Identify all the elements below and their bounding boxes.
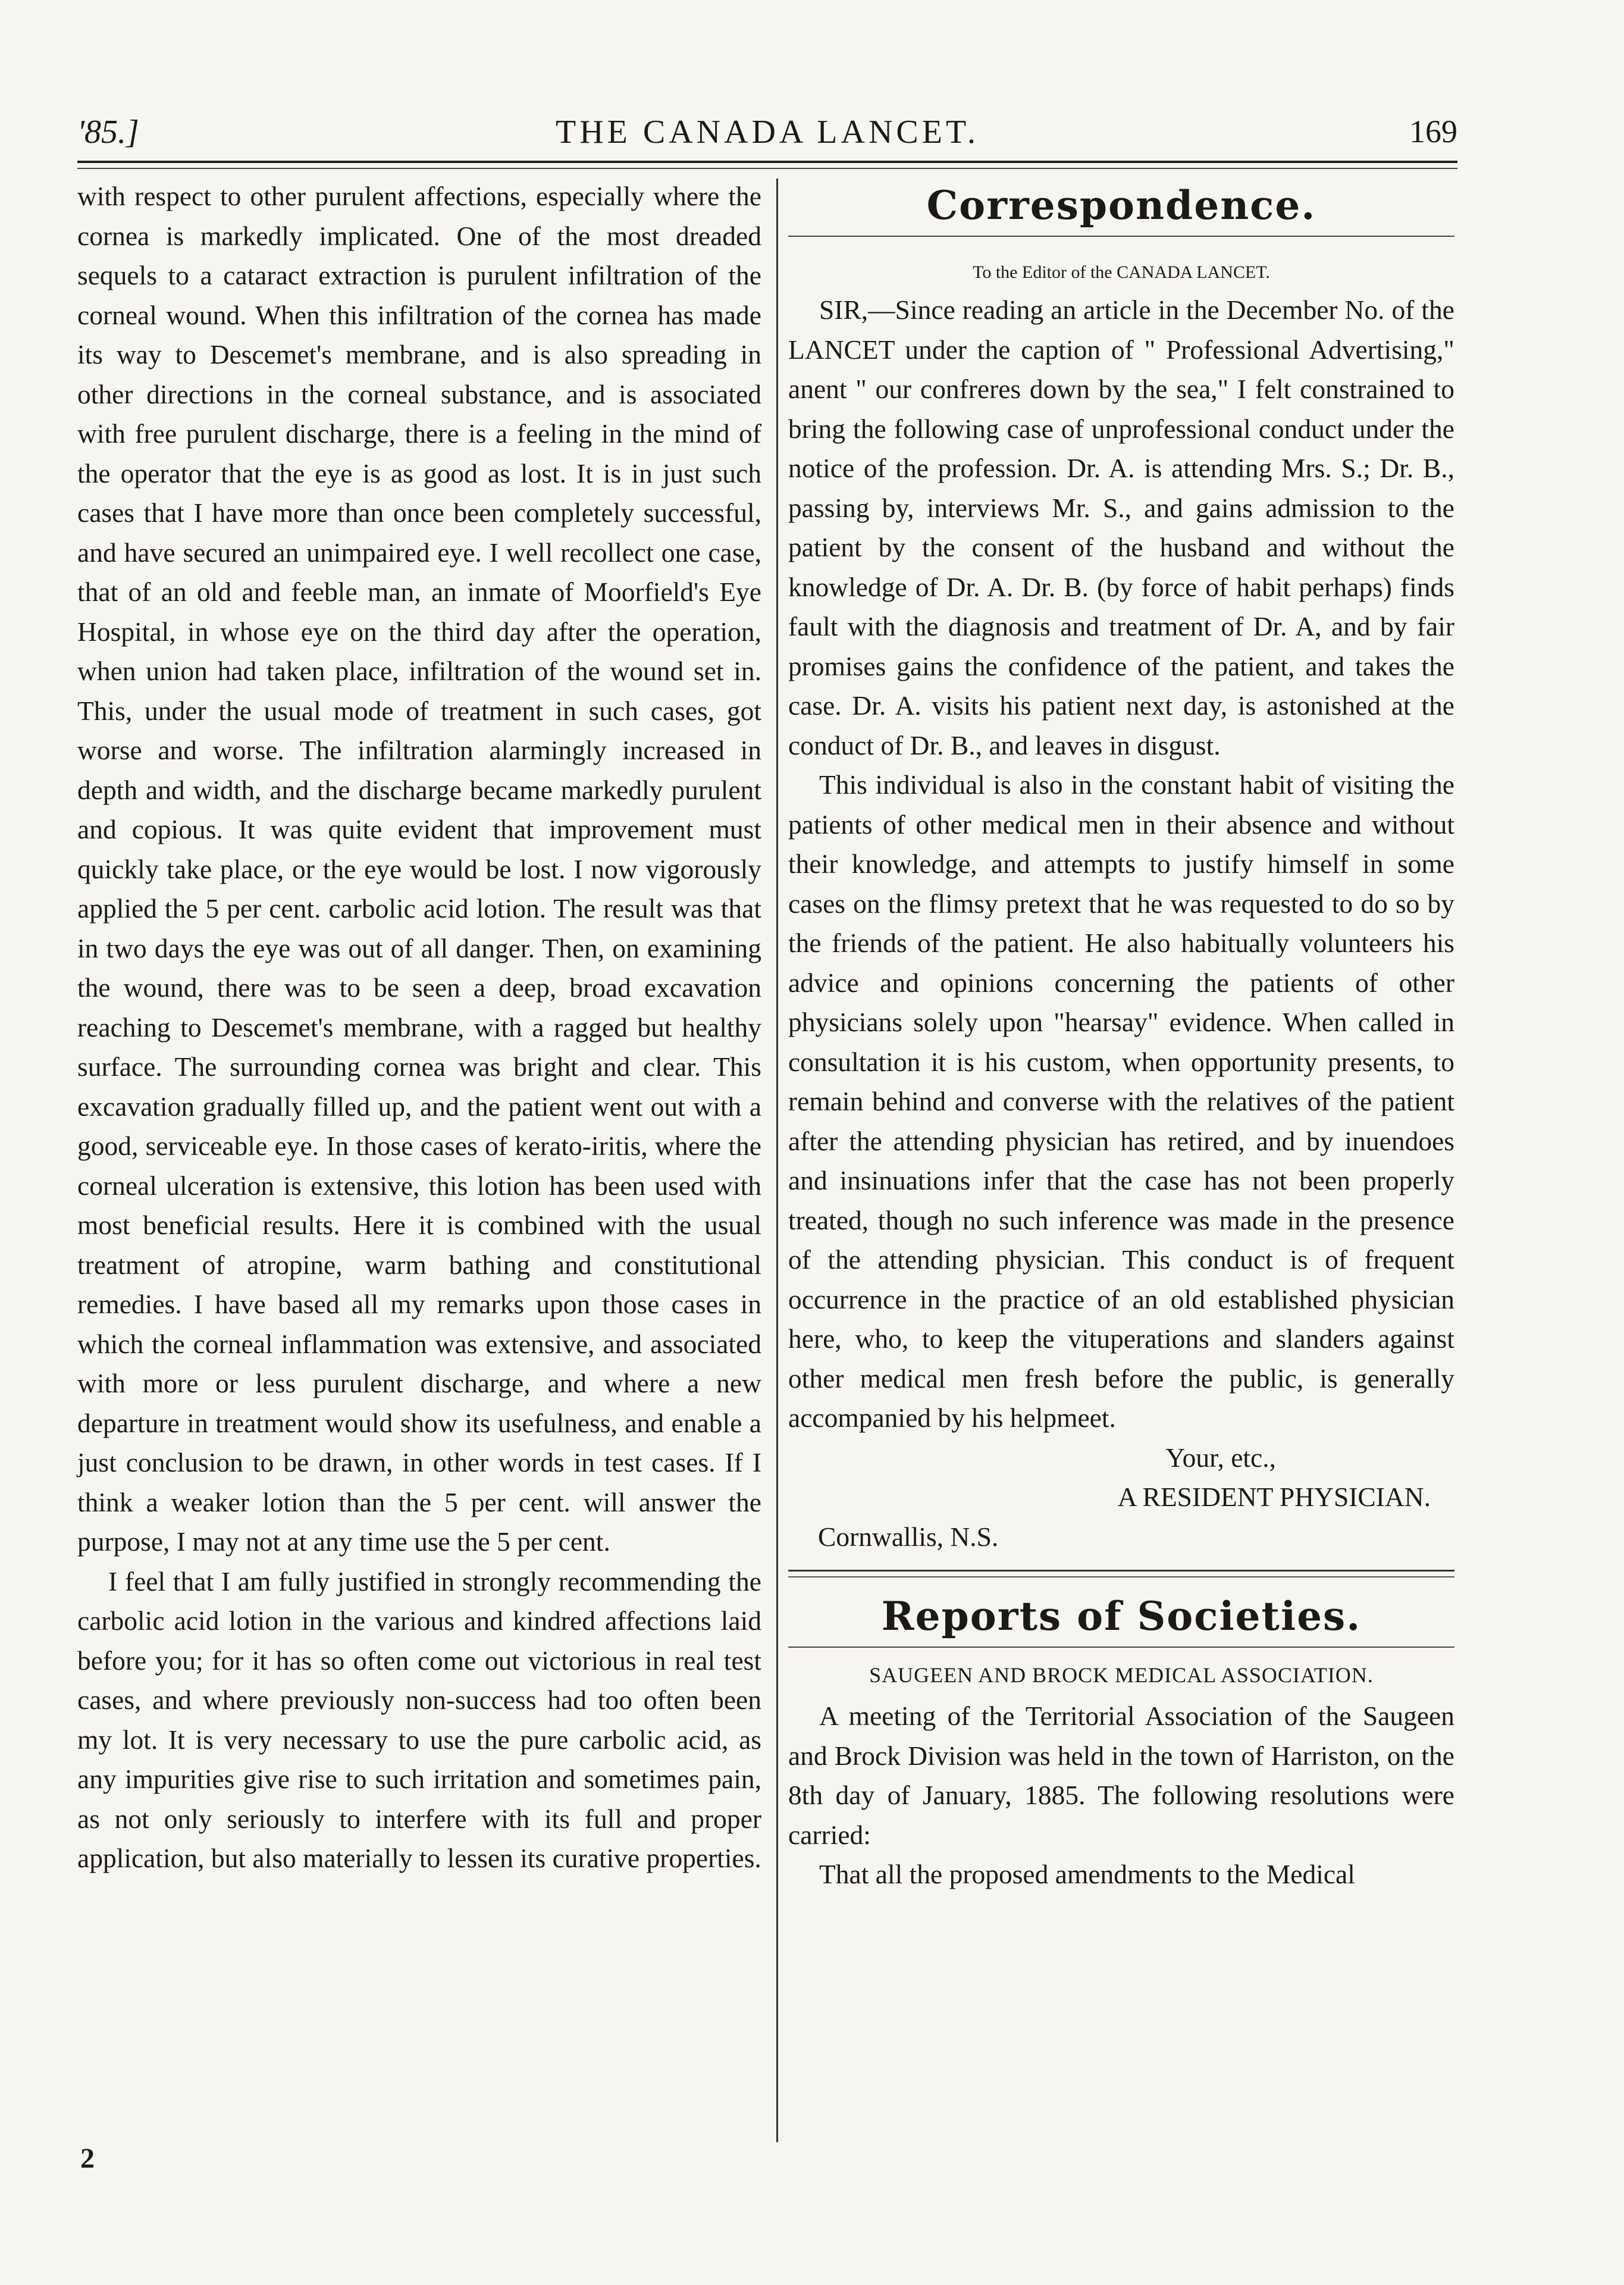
signer-name: A RESIDENT PHYSICIAN. xyxy=(1117,1482,1431,1512)
reports-paragraph-1: A meeting of the Territorial Association of the Saugeen and Brock Division was held in the town of Harriston, on the 8th day of January, 1885. The following resolutions were carried: xyxy=(788,1701,1454,1850)
correspondence-rule xyxy=(788,236,1454,237)
correspondence-paragraph-1: SIR,—Since reading an article in the December No. of the LANCET under the caption of " Professional Advertising," anent " our confreres down by the sea," I felt constrained to bring the following case of unprofessional conduct under the notice of the profession. Dr. A. is attending Mrs. S.; Dr. B., passing by, interviews Mr. S., and gains admission to the patient by the consent of the husband and without the knowledge of Dr. A. Dr. B. (by force of habit perhaps) finds fault with the diagnosis and treatment of Dr. A, and by fair promises gains the confidence of the patient, and takes the case. Dr. A. visits his patient next day, is astonished at the conduct of Dr. B., and leaves in disgust. xyxy=(788,295,1454,760)
header-rule xyxy=(77,161,1457,163)
correspondence-paragraph-2: This individual is also in the constant habit of visiting the patients of other medical men in their absence and without their knowledge, and attempts to justify himself in some cases on the flimsy pretext that he was requested to do so by the friends of the patient. He also habitually volunteers his advice and opinions concerning the patients of other physicians solely upon "hearsay" evidence. When called in consultation it is his custom, when opportunity presents, to remain behind and converse with the relatives of the patient after the attending physician has retired, and by inuendoes and insinuations infer that the case has not been properly treated, though no such inference was made in the presence of the attending physician. This conduct is of frequent occurrence in the practice of an old established physician here, who, to keep the vituperations and slanders against other medical men fresh before the public, is generally accompanied by his helpmeet. xyxy=(788,769,1454,1433)
correspondence-heading: Correspondence. xyxy=(926,182,1316,228)
signature-mark: 2 xyxy=(80,2143,95,2174)
letter-location: Cornwallis, N.S. xyxy=(818,1521,999,1552)
to-editor-line: To the Editor of the CANADA LANCET. xyxy=(973,262,1270,282)
society-name: SAUGEEN AND BROCK MEDICAL ASSOCIATION. xyxy=(869,1663,1374,1687)
reports-rule xyxy=(788,1647,1454,1648)
column-divider xyxy=(776,179,778,2142)
running-header xyxy=(77,113,1457,161)
page-number: 169 xyxy=(1409,114,1457,149)
section-separator xyxy=(788,1570,1454,1577)
left-paragraph-1: with respect to other purulent affections, especially where the cornea is markedly implicated. One of the most dreaded sequels to a cataract extraction is purulent infiltration of the corneal wound. When this infiltration of the cornea has made its way to Descemet's membrane, and is also spreading in other directions in the corneal substance, and is associated with free purulent discharge, there is a feeling in the mind of the operator that the eye is as good as lost. It is in just such cases that I have more than once been completely successful, and have secured an unimpaired eye. I well recollect one case, that of an old and feeble man, an inmate of Moorfield's Eye Hospital, in whose eye on the third day after the operation, when union had taken place, infiltration of the wound set in. This, under the usual mode of treatment in such cases, got worse and worse. The infiltration alarmingly increased in depth and width, and the discharge became markedly purulent and copious. It was quite evident that improvement must quickly take place, or the eye would be lost. I now vigorously applied the 5 per cent. carbolic acid lotion. The result was that in two days the eye was out of all danger. Then, on examining the wound, there was to be seen a deep, broad excavation reaching to Descemet's membrane, with a ragged but healthy surface. The surrounding cornea was bright and clear. This excavation gradually filled up, and the patient went out with a good, serviceable eye. In those cases of kerato-iritis, where the corneal ulceration is extensive, this lotion has been used with most beneficial results. Here it is combined with the usual treatment of atropine, warm bathing and constitutional remedies. I have based all my remarks upon those cases in which the corneal inflammation was extensive, and associated with more or less purulent discharge, and where a new departure in treatment would show its usefulness, and enable a just conclusion to be drawn, in other words in test cases. If I think a weaker lotion than the 5 per cent. will answer the purpose, I may not at any time use the 5 per cent. xyxy=(77,181,761,1557)
closing-line: Your, etc., xyxy=(1165,1442,1276,1473)
right-column xyxy=(788,179,1454,1895)
left-paragraph-2: I feel that I am fully justified in strongly recommending the carbolic acid lotion in the various and kindred affections laid before you; for it has so often come out victorious in real test cases, and where previously non-success had too often been my lot. It is very necessary to use the pure carbolic acid, as any impurities give rise to such irritation and sometimes pain, as not only seriously to interfere with its full and proper application, but also materially to lessen its curative properties. xyxy=(77,1566,761,1873)
reports-paragraph-2: That all the proposed amendments to the Medical xyxy=(819,1859,1355,1889)
header-rule-secondary xyxy=(77,168,1457,169)
reports-heading: Reports of Societies. xyxy=(881,1593,1362,1639)
header-year: '85.] xyxy=(77,114,139,151)
left-column xyxy=(77,177,761,1879)
journal-title: THE CANADA LANCET. xyxy=(555,114,980,151)
